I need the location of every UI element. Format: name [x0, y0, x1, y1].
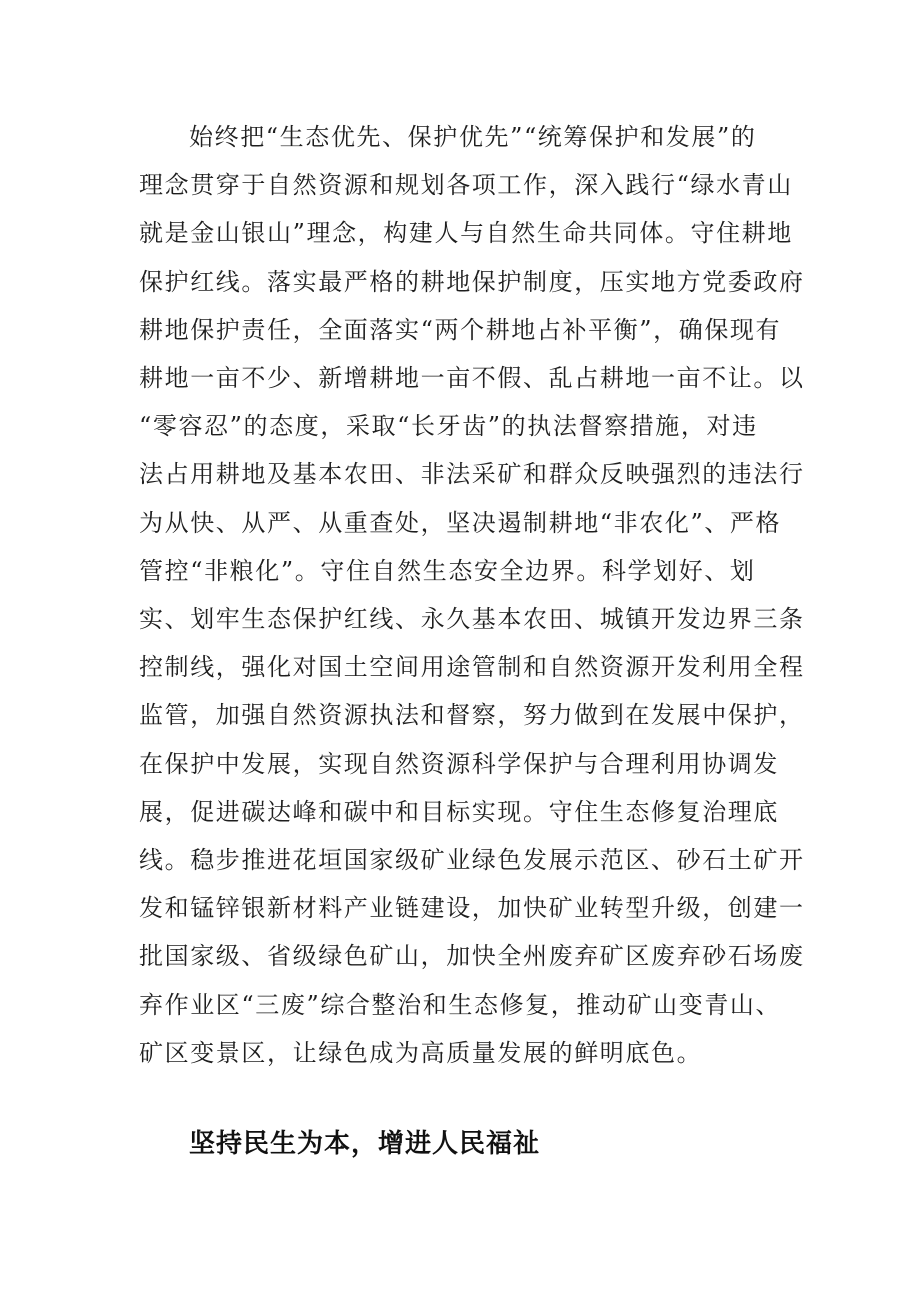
paragraph-line: 矿区变景区，让绿色成为高质量发展的鲜明底色。: [139, 1038, 703, 1067]
paragraph-line: 管控“非粮化”。守住自然生态安全边界。科学划好、划: [139, 556, 756, 585]
paragraph-line: 展，促进碳达峰和碳中和目标实现。守住生态修复治理底: [139, 797, 779, 826]
paragraph-line: 始终把“生态优先、保护优先”“统筹保护和发展”的: [189, 123, 757, 151]
section-heading: 坚持民生为本，增进人民福祉: [189, 1129, 541, 1159]
paragraph-line: 批国家级、省级绿色矿山，加快全州废弃矿区废弃砂石场废: [139, 942, 805, 971]
paragraph-line: 为从快、从严、从重查处，坚决遏制耕地“非农化”、严格: [139, 508, 782, 537]
paragraph-line: “零容忍”的态度，采取“长牙齿”的执法督察措施，对违: [139, 412, 758, 441]
paragraph-line: 耕地一亩不少、新增耕地一亩不假、乱占耕地一亩不让。以: [139, 364, 805, 393]
paragraph-line: 耕地保护责任，全面落实“两个耕地占补平衡”，确保现有: [139, 315, 782, 344]
paragraph-line: 保护红线。落实最严格的耕地保护制度，压实地方党委政府: [139, 267, 805, 296]
paragraph-line: 实、划牢生态保护红线、永久基本农田、城镇开发边界三条: [139, 605, 805, 634]
paragraph-line: 监管，加强自然资源执法和督察，努力做到在发展中保护，: [139, 701, 805, 730]
paragraph-line: 理念贯穿于自然资源和规划各项工作，深入践行“绿水青山: [139, 171, 793, 200]
paragraph-line: 就是金山银山”理念，构建人与自然生命共同体。守住耕地: [139, 219, 793, 248]
paragraph-line: 在保护中发展，实现自然资源科学保护与合理利用协调发: [139, 749, 779, 778]
paragraph-line: 弃作业区“三废”综合整治和生态修复，推动矿山变青山、: [139, 990, 782, 1019]
paragraph-line: 发和锰锌银新材料产业链建设，加快矿业转型升级，创建一: [139, 894, 805, 923]
paragraph-line: 线。稳步推进花垣国家级矿业绿色发展示范区、砂石土矿开: [139, 846, 805, 875]
body-paragraph: [139, 113, 805, 1077]
paragraph-line: 控制线，强化对国土空间用途管制和自然资源开发利用全程: [139, 653, 805, 682]
paragraph-line: 法占用耕地及基本农田、非法采矿和群众反映强烈的违法行: [139, 460, 805, 489]
